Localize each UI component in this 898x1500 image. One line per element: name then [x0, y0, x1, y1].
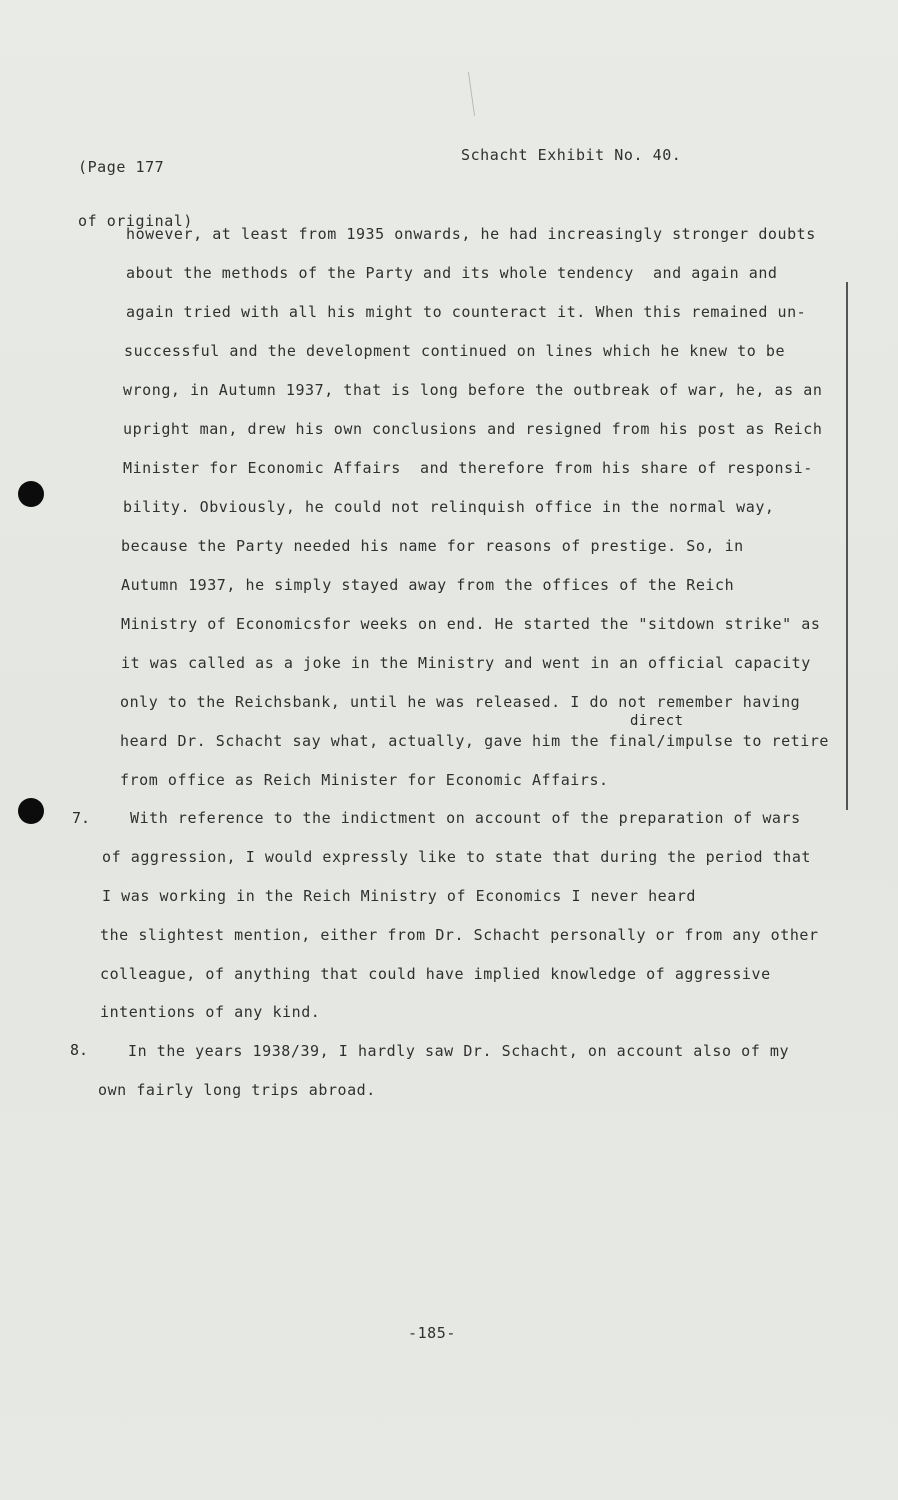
body-line: I was working in the Reich Ministry of Economics I never heard — [102, 887, 697, 905]
body-line: heard Dr. Schacht say what, actually, gave him the final/impulse to retire — [120, 732, 829, 750]
body-line: because the Party needed his name for reasons of prestige. So, in — [121, 537, 744, 555]
page-reference — [78, 122, 193, 266]
page-number: -185- — [408, 1324, 456, 1342]
body-line: upright man, drew his own conclusions and resigned from his post as Reich — [123, 420, 823, 438]
punch-hole-upper — [18, 481, 44, 507]
body-line: wrong, in Autumn 1937, that is long before the outbreak of war, he, as an — [123, 381, 823, 399]
paragraph-number: 8. — [70, 1041, 89, 1059]
exhibit-title: Schacht Exhibit No. 40. — [461, 146, 682, 164]
body-line: of aggression, I would expressly like to state that during the period that — [102, 848, 811, 866]
body-line: successful and the development continued on lines which he knew to be — [124, 342, 786, 360]
margin-line — [846, 282, 848, 810]
punch-hole-lower — [18, 798, 44, 824]
body-line: about the methods of the Party and its whole tendency and again and — [126, 264, 778, 282]
body-line: again tried with all his might to counteract it. When this remained un- — [126, 303, 807, 321]
body-line: colleague, of anything that could have implied knowledge of aggressive — [100, 965, 771, 983]
paper-crease — [468, 72, 475, 116]
handwritten-insertion: direct — [630, 713, 684, 729]
body-line: Autumn 1937, he simply stayed away from the offices of the Reich — [121, 576, 735, 594]
page-reference-line-2: of original) — [78, 212, 193, 230]
body-line: bility. Obviously, he could not relinquish office in the normal way, — [123, 498, 775, 516]
body-line: it was called as a joke in the Ministry and went in an official capacity — [121, 654, 811, 672]
body-line: the slightest mention, either from Dr. Schacht personally or from any other — [100, 926, 819, 944]
body-line: intentions of any kind. — [100, 1003, 321, 1021]
body-line: only to the Reichsbank, until he was released. I do not remember having — [120, 693, 801, 711]
body-line: Minister for Economic Affairs and therefore from his share of responsi- — [123, 459, 813, 477]
body-line: own fairly long trips abroad. — [98, 1081, 376, 1099]
body-line: In the years 1938/39, I hardly saw Dr. Schacht, on account also of my — [128, 1042, 790, 1060]
paragraph-number: 7. — [72, 809, 91, 827]
body-line: With reference to the indictment on account of the preparation of wars — [130, 809, 801, 827]
page-reference-line-1: (Page 177 — [78, 158, 165, 176]
body-line: however, at least from 1935 onwards, he had increasingly stronger doubts — [126, 225, 816, 243]
body-line: Ministry of Economicsfor weeks on end. He started the "sitdown strike" as — [121, 615, 821, 633]
body-line: from office as Reich Minister for Economic Affairs. — [120, 771, 609, 789]
